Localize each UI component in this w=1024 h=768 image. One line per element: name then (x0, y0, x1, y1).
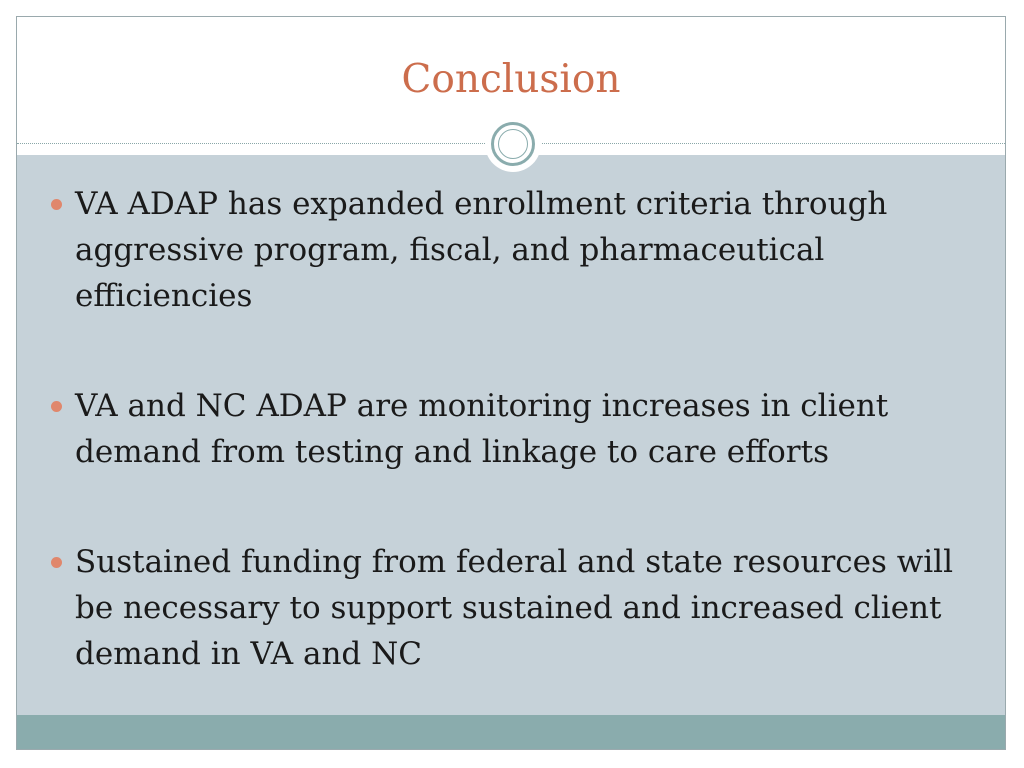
slide (16, 16, 1006, 750)
bullet-icon (51, 199, 62, 210)
slide-title: Conclusion (401, 57, 621, 102)
ring-ornament-icon (485, 116, 541, 172)
bullet-item (51, 181, 971, 319)
bullet-text: VA and NC ADAP are monitoring increases in client demand from testing and linkage to care efforts (75, 388, 889, 470)
bullet-text: VA ADAP has expanded enrollment criteria through aggressive program, fiscal, and pharmaceutical efficiencies (75, 186, 888, 314)
ring-outer-circle (491, 122, 535, 166)
bullet-list (51, 181, 971, 741)
bullet-item (51, 383, 971, 475)
bullet-icon (51, 401, 62, 412)
bullet-text: Sustained funding from federal and state resources will be necessary to support sustained and increased client demand in VA and NC (75, 544, 954, 672)
bullet-item (51, 539, 971, 677)
bullet-icon (51, 557, 62, 568)
ring-inner-circle (498, 129, 528, 159)
